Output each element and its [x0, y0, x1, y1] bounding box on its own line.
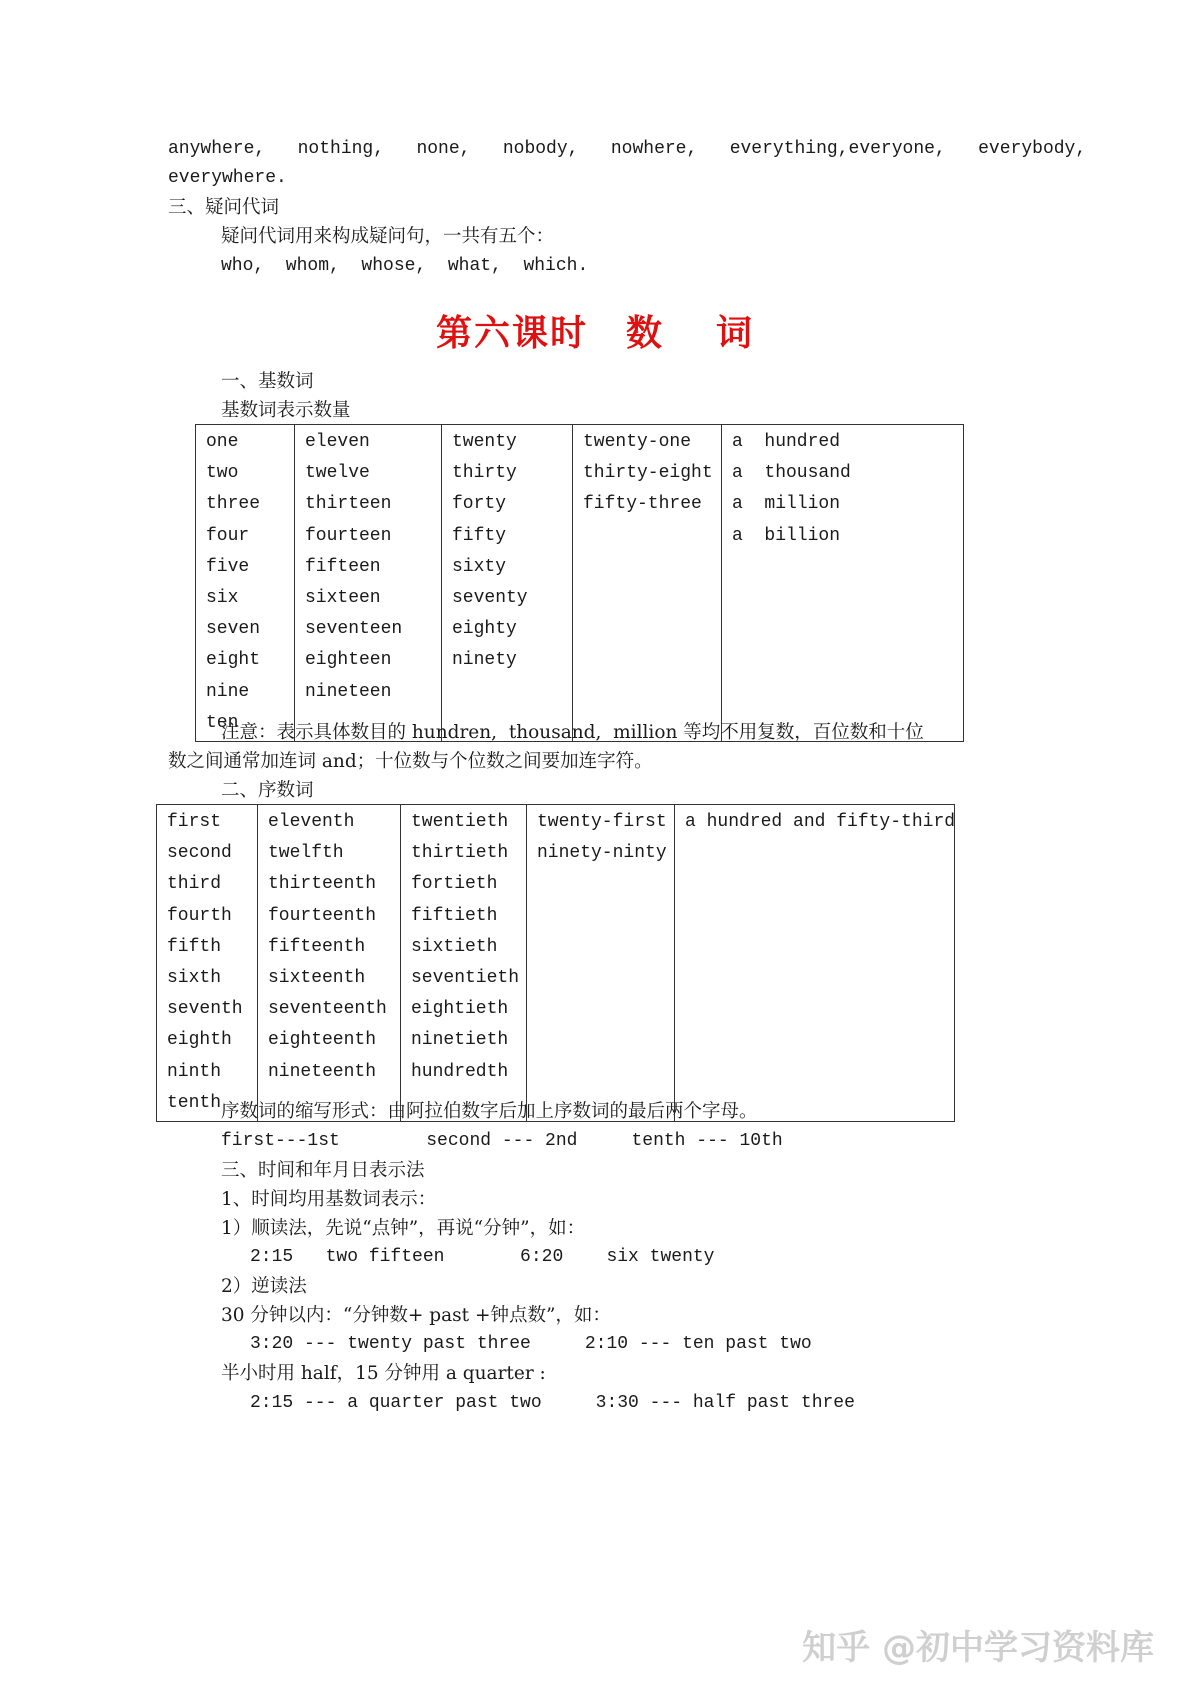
cardinal-note-line-1: 注意：表示具体数目的 hundren, thousand, million 等均不用复数，百位数和十位: [221, 722, 924, 743]
time-heading: 三、时间和年月日表示法: [221, 1160, 425, 1181]
table-cell-item: ninth: [167, 1061, 222, 1082]
table-cell-item: thirty: [452, 463, 517, 484]
table-cell-item: fifty: [452, 525, 507, 546]
table-cell-item: fourteenth: [268, 905, 377, 926]
table-cell-item: fourth: [167, 905, 232, 926]
ordinal-table: [156, 804, 955, 1122]
table-cell-item: a thousand: [732, 463, 851, 484]
table-cell-item: twenty: [452, 432, 517, 452]
table-cell-item: a billion: [732, 525, 841, 546]
table-cell-item: twenty-one: [583, 432, 692, 452]
ordinal-column-1: [157, 805, 258, 1122]
lesson-title-part2: 数: [625, 313, 664, 354]
time-method-2: 2）逆读法: [221, 1276, 307, 1297]
cardinal-column-3: [442, 425, 573, 742]
table-cell-item: three: [206, 494, 261, 515]
ordinal-abbreviation-examples: first---1st second --- 2nd tenth --- 10th: [221, 1131, 783, 1151]
table-cell-item: eleven: [305, 432, 370, 452]
time-half-quarter: 半小时用 half，15 分钟用 a quarter :: [221, 1363, 546, 1384]
table-cell-item: eighth: [167, 1030, 232, 1051]
table-cell-item: forty: [452, 494, 507, 515]
table-cell-item: eighteen: [305, 650, 392, 671]
table-cell-item: two: [206, 463, 239, 484]
table-cell-item: twenty-first: [537, 812, 667, 832]
cardinal-column-1: [196, 425, 295, 742]
time-half-quarter-example: 2:15 --- a quarter past two 3:30 --- half past three: [250, 1393, 855, 1413]
table-cell-item: fifty-three: [583, 494, 702, 515]
cardinal-subheading: 基数词表示数量: [221, 400, 351, 421]
table-cell-item: fifteenth: [268, 936, 366, 957]
watermark: 知乎 @初中学习资料库: [802, 1628, 1154, 1668]
table-cell-item: nine: [206, 681, 250, 702]
table-cell-item: eighteenth: [268, 1030, 377, 1051]
table-cell-item: sixteenth: [268, 968, 366, 989]
table-cell-item: third: [167, 874, 222, 895]
table-cell-item: a hundred: [732, 432, 841, 452]
table-cell-item: eighty: [452, 619, 517, 640]
table-cell-item: eight: [206, 650, 261, 671]
table-cell-item: fifth: [167, 936, 222, 957]
table-cell-item: eightieth: [411, 999, 509, 1020]
time-point-1: 1、时间均用基数词表示：: [221, 1189, 437, 1210]
table-cell-item: ninety: [452, 650, 517, 671]
ordinal-column-2: [258, 805, 401, 1122]
table-cell-item: eleventh: [268, 812, 355, 832]
table-cell-item: seventeen: [305, 619, 403, 640]
table-cell-item: hundredth: [411, 1061, 509, 1082]
time-method-1-example: 2:15 two fifteen 6:20 six twenty: [250, 1247, 715, 1267]
table-cell-item: seventieth: [411, 968, 520, 989]
cardinal-note-line-2: 数之间通常加连词 and；十位数与个位数之间要加连字符。: [168, 751, 653, 772]
table-cell-item: sixtieth: [411, 936, 498, 957]
top-words-line-2: everywhere.: [168, 168, 287, 188]
table-cell-item: seventy: [452, 588, 528, 609]
table-cell-item: twelve: [305, 463, 370, 484]
table-cell-item: thirteen: [305, 494, 392, 515]
table-cell-item: fourteen: [305, 525, 392, 546]
table-cell-item: thirteenth: [268, 874, 377, 895]
table-cell-item: fifteen: [305, 556, 381, 577]
table-cell-item: ninetieth: [411, 1030, 509, 1051]
cardinal-column-2: [295, 425, 442, 742]
table-cell-item: a hundred and fifty-third: [685, 812, 956, 832]
interrogative-words: who, whom, whose, what, which.: [221, 256, 589, 276]
table-cell-item: first: [167, 812, 222, 832]
table-cell-item: second: [167, 843, 232, 864]
cardinal-table: [195, 424, 964, 742]
table-cell-item: fiftieth: [411, 905, 498, 926]
table-cell-item: six: [206, 588, 239, 609]
table-cell-item: seventh: [167, 999, 243, 1020]
table-cell-item: thirty-eight: [583, 463, 713, 484]
interrogative-description: 疑问代词用来构成疑问句，一共有五个：: [221, 226, 555, 247]
table-cell-item: one: [206, 432, 239, 452]
section-heading-interrogative: 三、疑问代词: [168, 197, 280, 218]
lesson-title: [0, 305, 1190, 356]
table-cell-item: tenth: [167, 1092, 222, 1113]
top-words-line-1: anywhere, nothing, none, nobody, nowhere, everything,everyone, everybody,: [168, 139, 1087, 159]
table-cell-item: four: [206, 525, 250, 546]
table-cell-item: sixty: [452, 556, 507, 577]
table-cell-item: seventeenth: [268, 999, 387, 1020]
lesson-title-part3: 词: [716, 313, 755, 354]
table-cell-item: a million: [732, 494, 841, 515]
table-cell-item: ten: [206, 712, 239, 733]
lesson-title-part1: 第六课时: [435, 313, 588, 354]
ordinal-heading: 二、序数词: [221, 780, 314, 801]
time-within-30-example: 3:20 --- twenty past three 2:10 --- ten past two: [250, 1334, 812, 1354]
table-cell-item: fortieth: [411, 874, 498, 895]
table-cell-item: five: [206, 556, 250, 577]
table-cell-item: seven: [206, 619, 261, 640]
table-cell-item: thirtieth: [411, 843, 509, 864]
cardinal-column-4: [573, 425, 722, 742]
ordinal-abbreviation-description: 序数词的缩写形式：由阿拉伯数字后加上序数词的最后两个字母。: [221, 1101, 758, 1122]
time-within-30: 30 分钟以内：“分钟数+ past +钟点数”，如：: [221, 1305, 611, 1326]
table-cell-item: twelfth: [268, 843, 344, 864]
table-cell-item: sixth: [167, 968, 222, 989]
table-cell-item: nineteenth: [268, 1061, 377, 1082]
ordinal-column-5: [675, 805, 955, 1122]
ordinal-column-4: [527, 805, 675, 1122]
cardinal-heading: 一、基数词: [221, 371, 314, 392]
table-cell-item: sixteen: [305, 588, 381, 609]
time-method-1: 1）顺读法，先说“点钟”，再说“分钟”，如：: [221, 1218, 586, 1239]
cardinal-column-5: [722, 425, 964, 742]
table-cell-item: twentieth: [411, 812, 509, 832]
table-cell-item: ninety-ninty: [537, 843, 667, 864]
ordinal-column-3: [401, 805, 527, 1122]
table-cell-item: nineteen: [305, 681, 392, 702]
